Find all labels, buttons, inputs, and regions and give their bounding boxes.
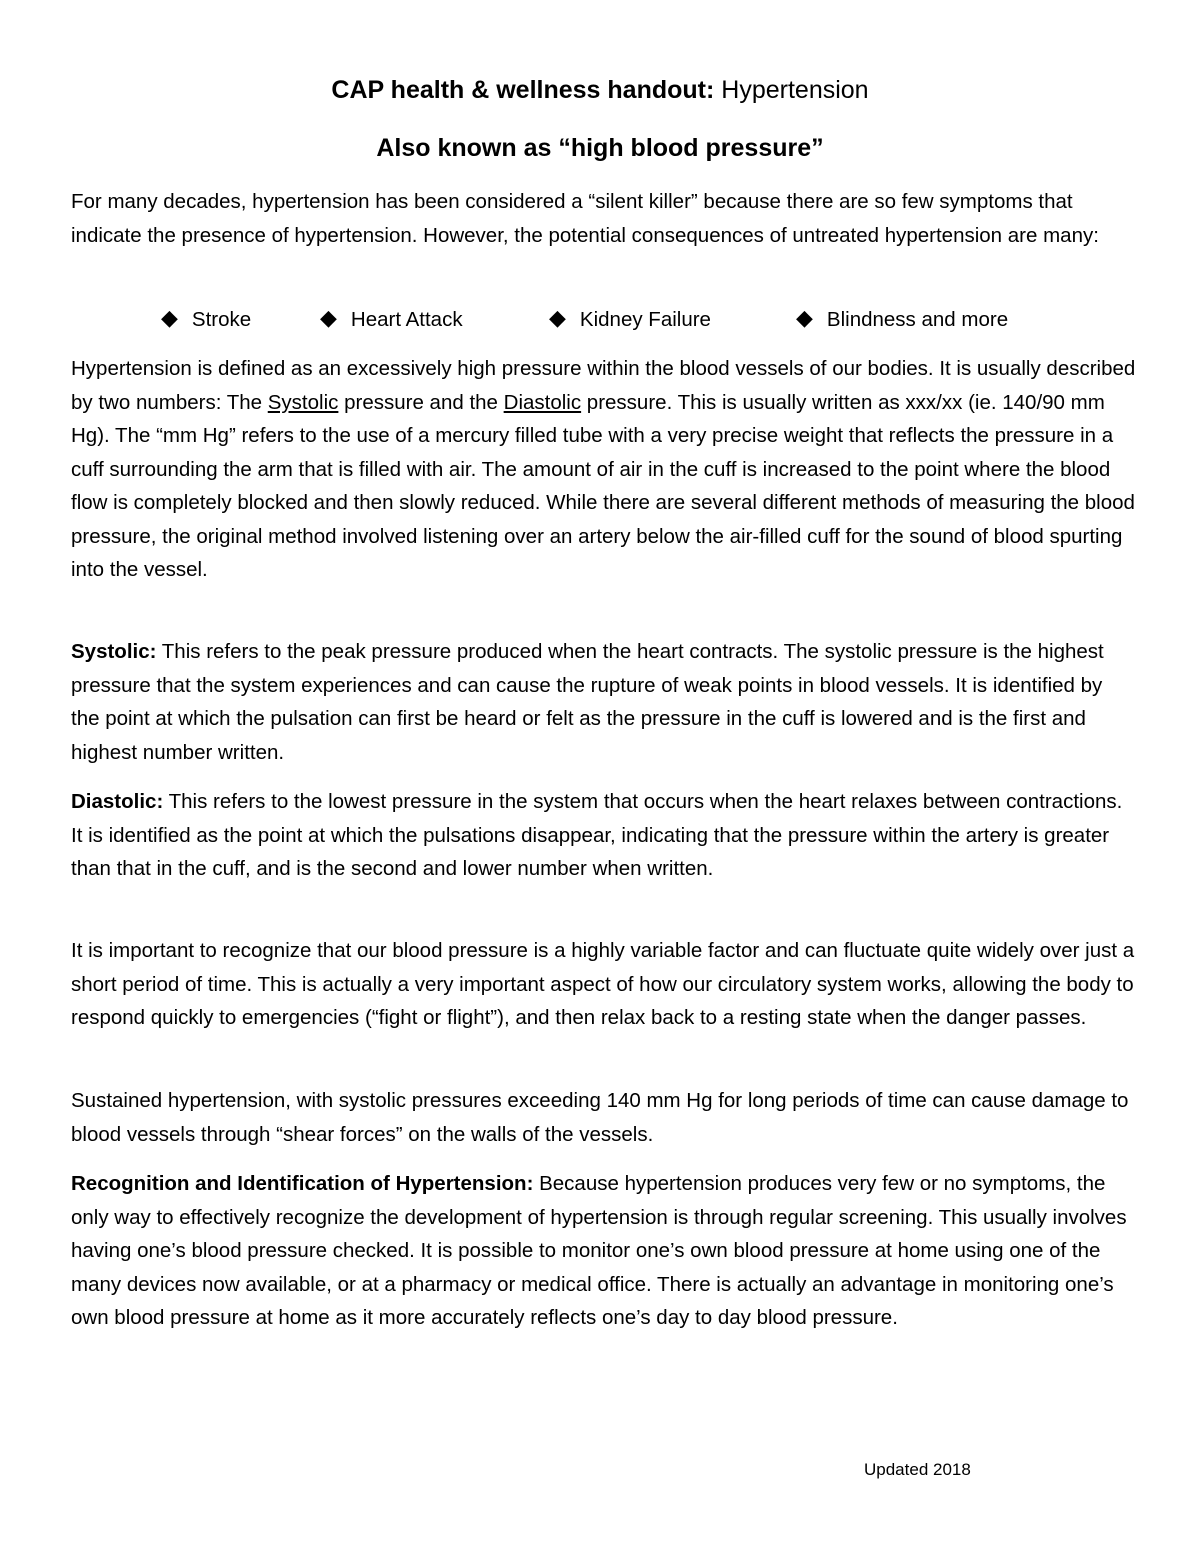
updated-footer: Updated 2018 (864, 1460, 971, 1479)
consequence-item (161, 302, 251, 337)
systolic-term: Systolic (267, 390, 339, 414)
consequence-item (796, 302, 1008, 337)
recognition-text: Because hypertension produces very few or no symptoms, the only way to effectively recognize the development of hypertension is through regular screening. This usually involves having one’s blood pressure checked. It is possible to monitor one’s own blood pressure at home using one of the many devices now available, or at a pharmacy or medical office. There is actually an advantage in monitoring one’s own blood pressure at home as it more accurately reflects one’s day to day blood pressure. (71, 1172, 1127, 1329)
intro-paragraph: For many decades, hypertension has been considered a “silent killer” because there are so few symptoms that indicate the presence of hypertension. However, the potential consequences of untreated hypertension are many: (71, 190, 1099, 247)
consequence-item (549, 302, 711, 337)
diamond-bullet-icon: ◆ (796, 305, 813, 330)
diastolic-paragraph (71, 785, 1136, 886)
diastolic-text: This refers to the lowest pressure in the system that occurs when the heart relaxes between contractions. It is identified as the point at which the pulsations disappear, indicating that the pressure within the artery is greater than that in the cuff, and is the second and lower number when written. (71, 790, 1123, 880)
consequence-label: Stroke (191, 308, 252, 331)
consequence-label: Blindness and more (826, 308, 1009, 331)
definition-text: pressure. This is usually written as xxx/xx (ie. 140/90 mm Hg). The “mm Hg” refers to the use of a mercury filled tube with a very precise weight that reflects the pressure in a cuff surrounding the arm that is filled with air. The amount of air in the cuff is increased to the point where the blood flow is completely blocked and then slowly reduced. While there are several different methods of measuring the blood pressure, the original method involved listening over an artery below the air-filled cuff for the sound of blood spurting into the vessel. (71, 390, 1135, 581)
variability-paragraph: It is important to recognize that our blood pressure is a highly variable factor and can fluctuate quite widely over just a short period of time. This is actually a very important aspect of how our circulatory system works, allowing the body to respond quickly to emergencies (“fight or flight”), and then relax back to a resting state when the danger passes. (71, 939, 1135, 1029)
definition-text: pressure and the (338, 390, 504, 414)
consequence-item (320, 302, 463, 337)
diastolic-term: Diastolic (503, 390, 582, 414)
page-title (0, 76, 1200, 105)
systolic-label: Systolic: (71, 640, 157, 663)
consequences-list (0, 302, 1200, 336)
diastolic-label: Diastolic: (71, 790, 164, 813)
consequence-label: Heart Attack (350, 308, 463, 331)
recognition-label: Recognition and Identification of Hypertension: (71, 1172, 534, 1195)
title-topic: Hypertension (721, 76, 869, 104)
title-bold: CAP health & wellness handout: (331, 76, 715, 104)
diamond-bullet-icon: ◆ (549, 305, 566, 330)
definition-text: Hypertension is defined as an excessively high pressure within the blood vessels of our bodies. It is usually described by two numbers: The (71, 357, 1136, 414)
systolic-paragraph (71, 635, 1136, 769)
diamond-bullet-icon: ◆ (320, 305, 337, 330)
systolic-text: This refers to the peak pressure produced when the heart contracts. The systolic pressure is the highest pressure that the system experiences and can cause the rupture of weak points in blood vessels. It is identified by the point at which the pulsation can first be heard or felt as the pressure in the cuff is lowered and is the first and highest number written. (71, 640, 1104, 764)
sustained-paragraph: Sustained hypertension, with systolic pressures exceeding 140 mm Hg for long periods of time can cause damage to blood vessels through “shear forces” on the walls of the vessels. (71, 1089, 1129, 1146)
diamond-bullet-icon: ◆ (161, 305, 178, 330)
recognition-paragraph (71, 1167, 1136, 1335)
consequence-label: Kidney Failure (579, 308, 711, 331)
definition-paragraph (71, 352, 1136, 587)
page-subtitle: Also known as “high blood pressure” (376, 134, 824, 162)
